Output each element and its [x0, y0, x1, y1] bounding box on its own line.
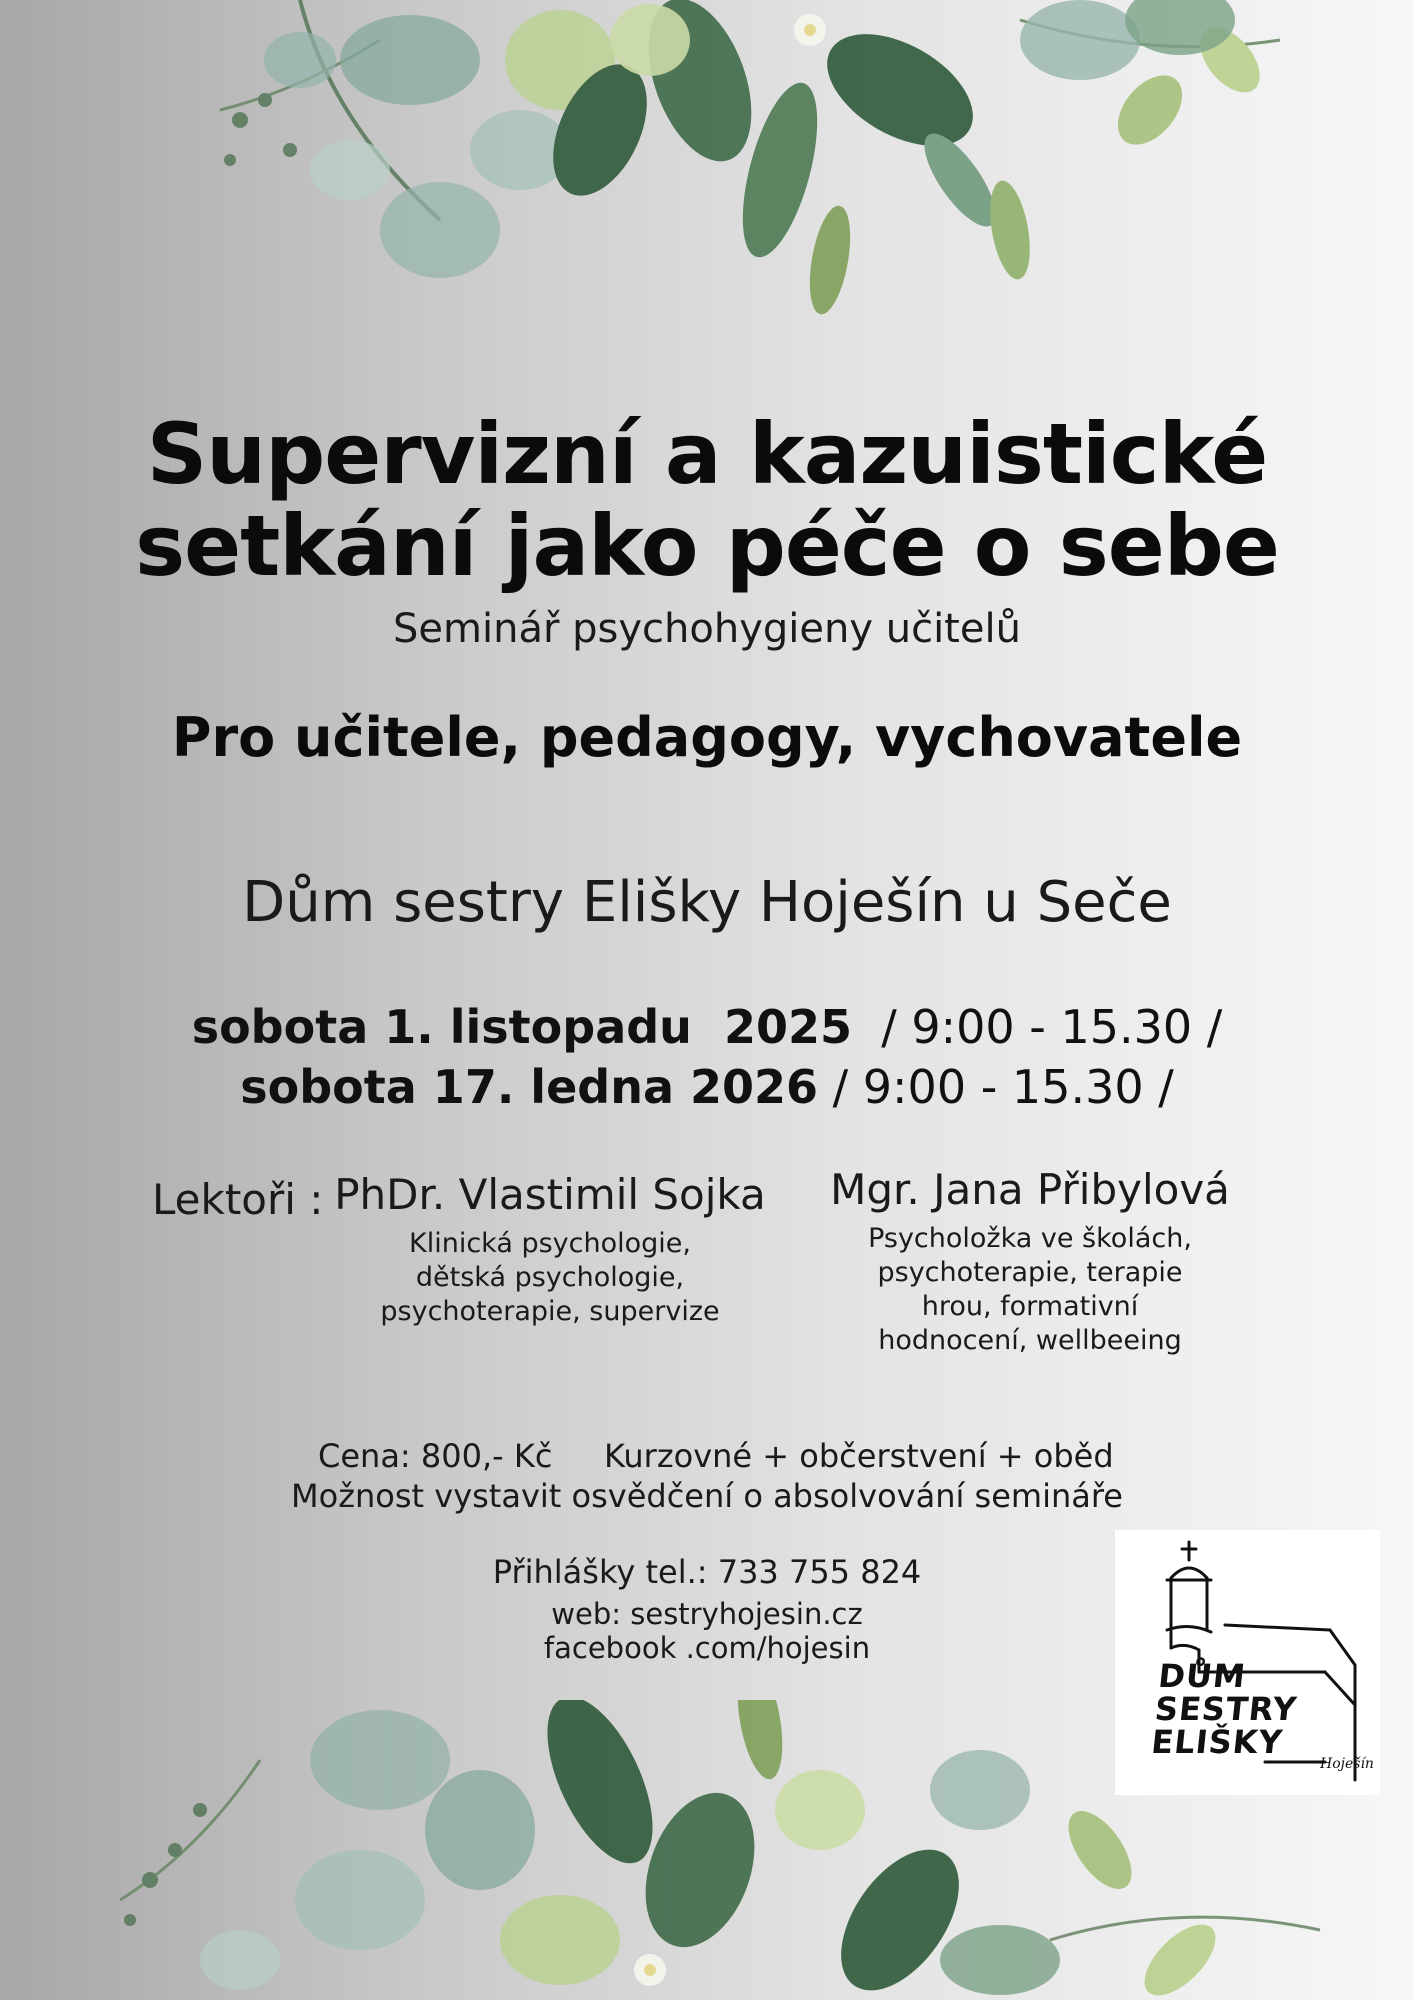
venue: Dům sestry Elišky Hoješín u Seče	[242, 870, 1172, 935]
registration-phone: Přihlášky tel.: 733 755 824	[492, 1553, 922, 1591]
time-2: / 9:00 - 15.30 /	[818, 1060, 1174, 1114]
lecturer-1-desc-line: Klinická psychologie,	[409, 1228, 691, 1259]
logo-line-1: DŮM	[1156, 1657, 1248, 1695]
floral-top-garland	[0, 0, 1414, 340]
date-1: sobota 1. listopadu 2025	[191, 1000, 852, 1054]
includes: Kurzovné + občerstvení + oběd	[604, 1437, 1114, 1475]
lecturer-2-name: Mgr. Jana Přibylová	[830, 1165, 1230, 1214]
facebook-link[interactable]: facebook .com/hojesin	[543, 1631, 871, 1665]
title-line-1: Supervizní a kazuistické	[146, 405, 1268, 503]
logo-line-3: ELIŠKY	[1149, 1723, 1285, 1761]
certificate-note: Možnost vystavit osvědčení o absolvování semináře	[291, 1477, 1123, 1515]
subtitle: Seminář psychohygieny učitelů	[393, 606, 1021, 652]
logo-text	[1149, 1657, 1302, 1761]
lecturer-2-desc-line: Psycholožka ve školách,	[868, 1223, 1192, 1254]
lecturers-label: Lektoři :	[152, 1175, 324, 1224]
lecturer-1	[330, 1170, 770, 1329]
title-line-2: setkání jako péče o sebe	[135, 497, 1279, 595]
lecturer-1-desc-line: dětská psychologie,	[415, 1262, 685, 1293]
date-row-2	[0, 1060, 1414, 1114]
date-2: sobota 17. ledna 2026	[240, 1060, 819, 1114]
lecturer-2-desc-line: hrou, formativní	[921, 1291, 1139, 1322]
website-link[interactable]: web: sestryhojesin.cz	[551, 1597, 863, 1631]
lecturer-1-name: PhDr. Vlastimil Sojka	[334, 1170, 766, 1219]
price: Cena: 800,- Kč	[318, 1437, 553, 1475]
lecturer-2	[820, 1165, 1240, 1358]
lecturer-2-desc-line: psychoterapie, terapie	[877, 1257, 1183, 1288]
lecturer-1-desc	[330, 1227, 770, 1329]
time-1: / 9:00 - 15.30 /	[851, 1000, 1223, 1054]
lecturer-2-desc-line: hodnocení, wellbeeing	[878, 1325, 1182, 1356]
poster-title	[0, 405, 1414, 595]
date-row-1	[0, 1000, 1414, 1054]
lecturer-1-desc-line: psychoterapie, supervize	[380, 1296, 720, 1327]
logo-place: Hoješín	[1320, 1756, 1374, 1772]
lecturer-2-desc	[820, 1222, 1240, 1358]
logo-line-2: SESTRY	[1153, 1690, 1299, 1728]
audience-heading: Pro učitele, pedagogy, vychovatele	[171, 706, 1243, 769]
logo-dum-sestry-elisky	[1115, 1530, 1380, 1795]
